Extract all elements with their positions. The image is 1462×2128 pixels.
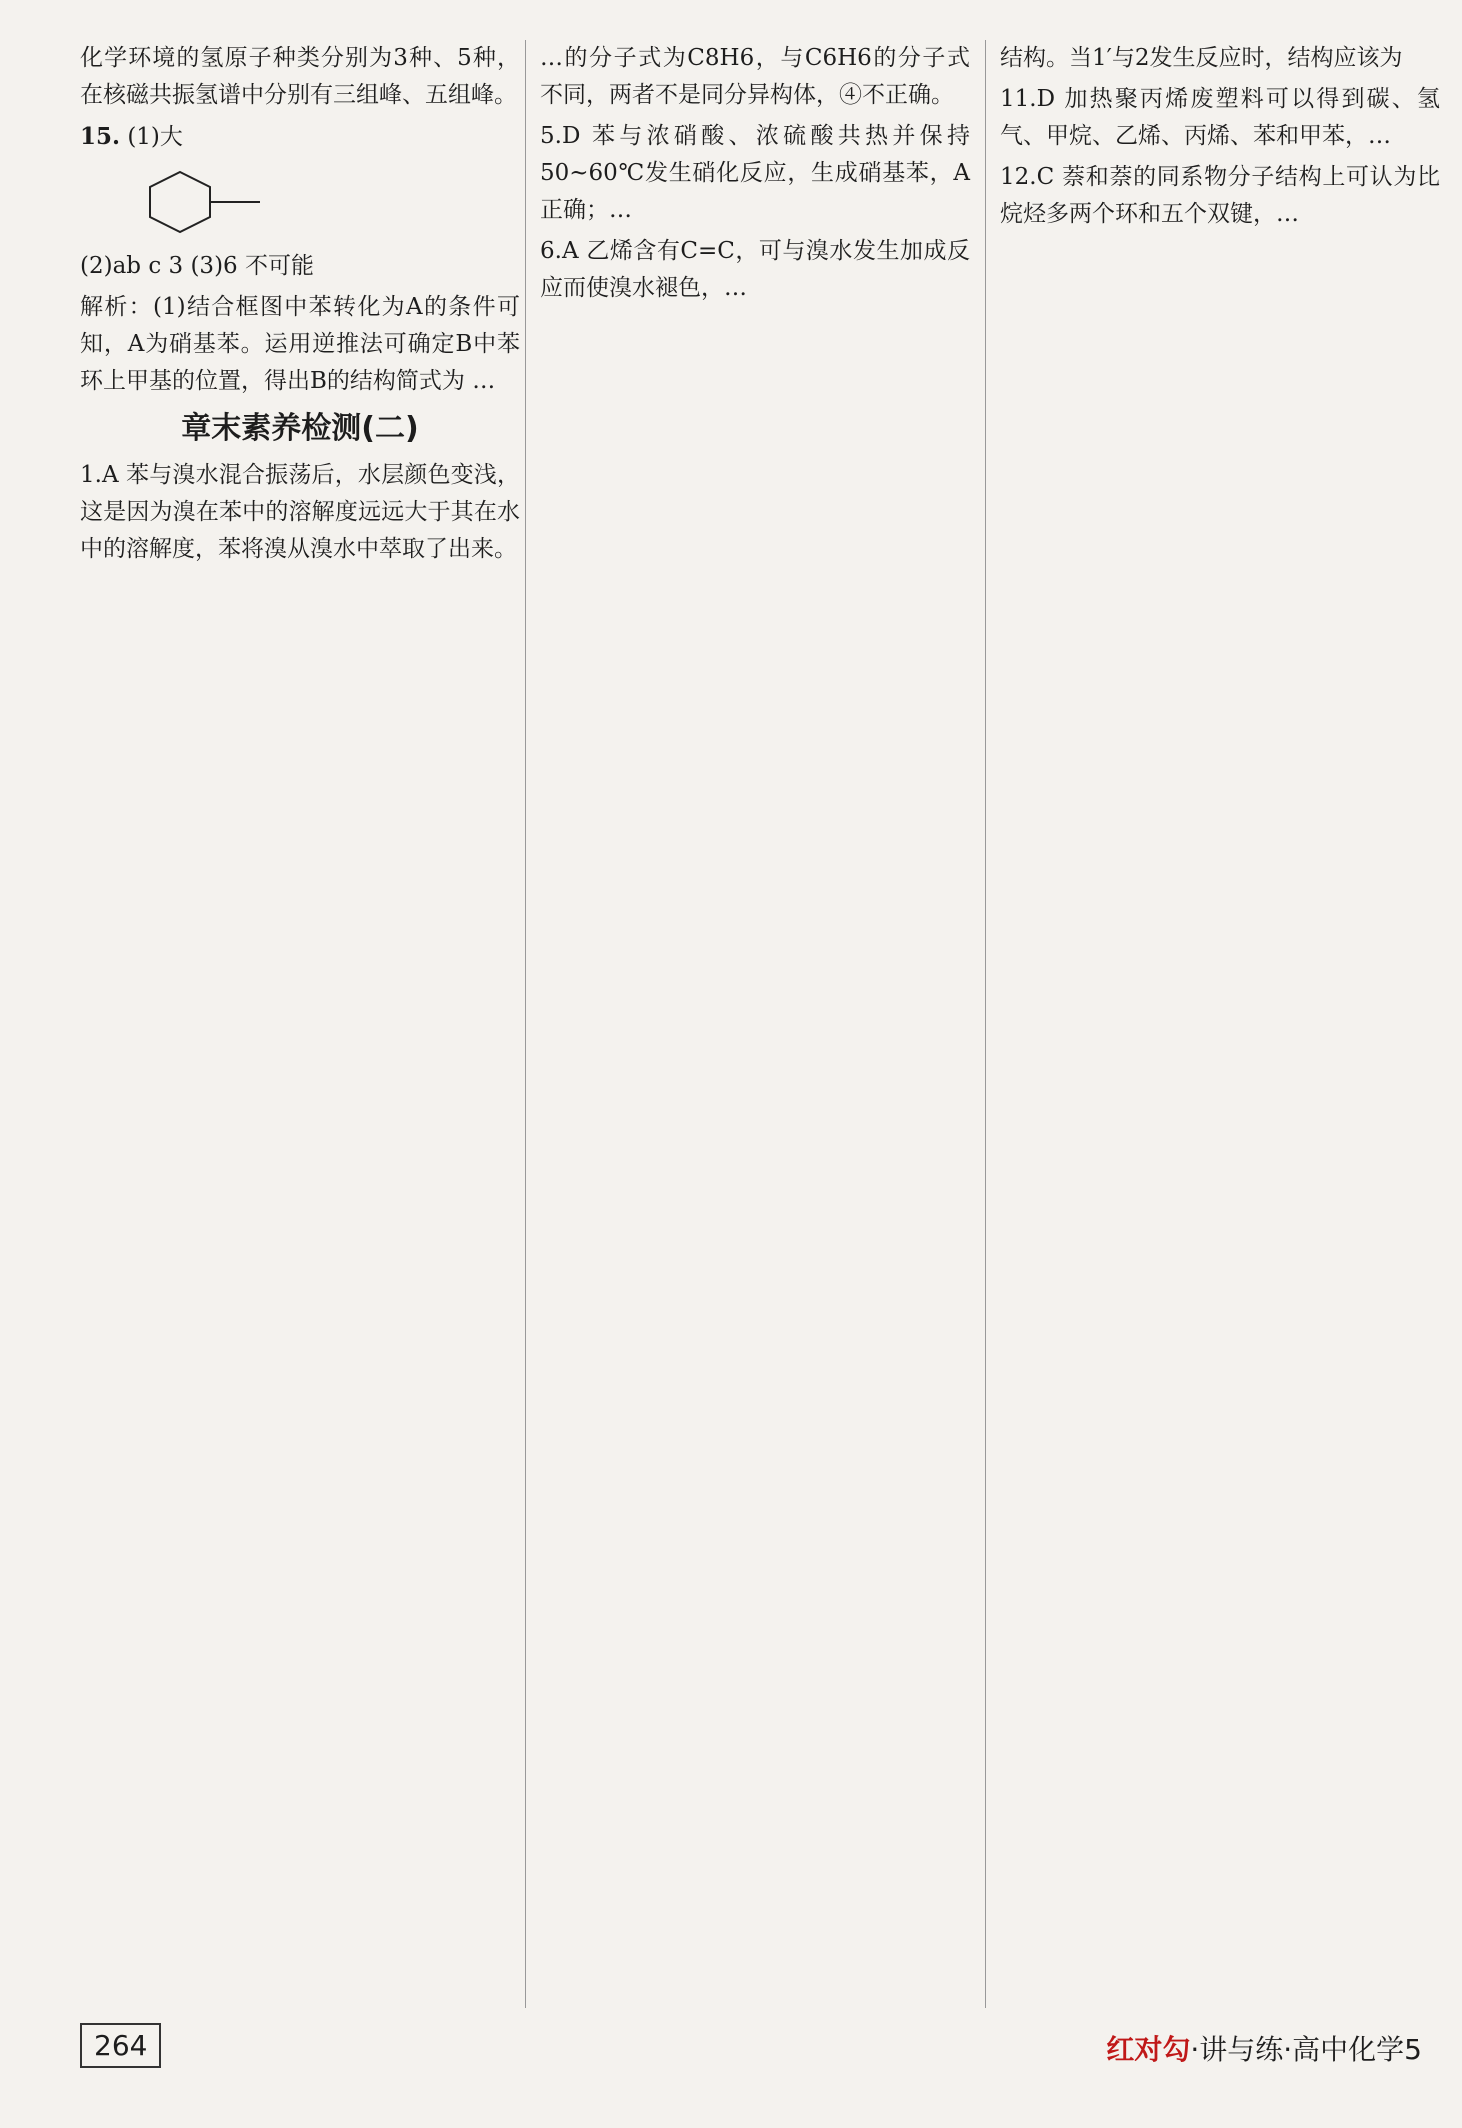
column-left [80,40,520,2008]
divider [525,40,526,2008]
structure-figure [140,162,460,242]
brand-logo: 红对勾 [1106,2033,1191,2066]
para: 5.D 苯与浓硝酸、浓硫酸共热并保持50~60℃发生硝化反应，生成硝基苯，A正确；… [540,123,970,223]
para: …的分子式为C8H6，与C6H6的分子式不同，两者不是同分异构体，④不正确。 [540,45,970,108]
para: 化学环境的氢原子种类分别为3种、5种，在核磁共振氢谱中分别有三组峰、五组峰。 [80,45,520,108]
para: 解析：(1)结合框图中苯转化为A的条件可知，A为硝基苯。运用逆推法可确定B中苯环上甲基的位置，得出B的结构简式为 … [80,294,520,394]
para: 11.D 加热聚丙烯废塑料可以得到碳、氢气、甲烷、乙烯、丙烯、苯和甲苯，… [1000,86,1440,149]
section-title: 章末素养检测(二) [181,411,419,446]
divider [985,40,986,2008]
para: 15. (1)大 [80,123,183,150]
para: 6.A 乙烯含有C=C，可与溴水发生加成反应而使溴水褪色，… [540,238,970,301]
page-number: 264 [80,2023,161,2068]
footer: 红对勾·讲与练·高中化学5 [1106,2033,1422,2066]
para: 1.A 苯与溴水混合振荡后，水层颜色变浅，这是因为溴在苯中的溶解度远远大于其在水中的溶解度，苯将溴从溴水中萃取了出来。 [80,462,520,562]
column-middle [540,40,970,2008]
para: 12.C 萘和萘的同系物分子结构上可认为比烷烃多两个环和五个双键，… [1000,164,1440,227]
question-number: 15. [80,123,121,150]
para: (2)ab c 3 (3)6 不可能 [80,253,314,279]
para: 结构。当1′与2发生反应时，结构应该为 [1000,45,1403,71]
column-right [1000,40,1440,2008]
